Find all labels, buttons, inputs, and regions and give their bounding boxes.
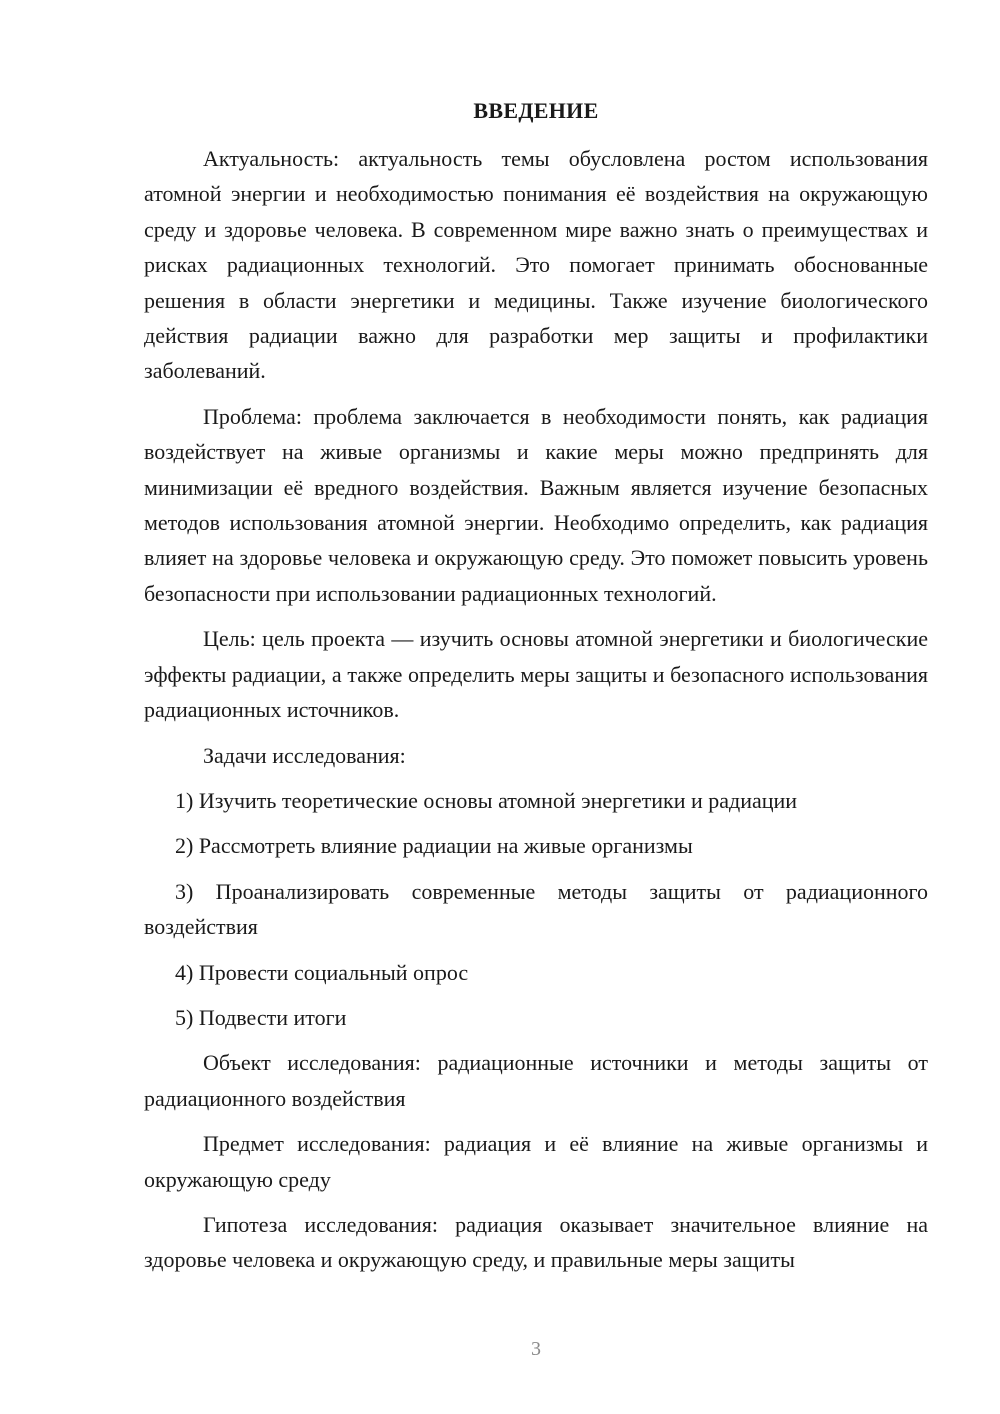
task-item: 5) Подвести итоги bbox=[175, 1004, 347, 1030]
document-body bbox=[144, 141, 928, 1288]
paragraph-goal: Цель: цель проекта — изучить основы атомной энергетики и биологические эффекты радиации, а также определить меры защиты и безопасного использования радиационных источников. bbox=[144, 626, 928, 723]
task-item: 1) Изучить теоретические основы атомной энергетики и радиации bbox=[175, 787, 798, 813]
paragraph-subject: Предмет исследования: радиация и её влияние на живые организмы и окружающую среду bbox=[144, 1131, 928, 1192]
paragraph-tasks-heading: Задачи исследования: bbox=[203, 742, 406, 768]
task-item: 2) Рассмотреть влияние радиации на живые организмы bbox=[175, 833, 693, 859]
task-item: 3) Проанализировать современные методы защиты от радиационного воздействия bbox=[144, 878, 928, 940]
paragraph-object: Объект исследования: радиационные источники и методы защиты от радиационного воздействия bbox=[144, 1050, 928, 1111]
page-title: ВВЕДЕНИЕ bbox=[473, 98, 599, 123]
task-item: 4) Провести социальный опрос bbox=[175, 959, 469, 985]
paragraph-hypothesis: Гипотеза исследования: радиация оказывает значительное влияние на здоровье человека и окружающую среду, и правильные меры защиты bbox=[144, 1211, 928, 1273]
paragraph-problem: Проблема: проблема заключается в необходимости понять, как радиация воздействует на живые организмы и какие меры можно предпринять для минимизации её вредного воздействия. Важным является изучение безопасных методов использования атомной энергии. Необходимо определить, как радиация влияет на здоровье человека и окружающую среду. Это поможет повысить уровень безопасности при использовании радиационных технологий. bbox=[144, 403, 928, 606]
paragraph-relevance: Актуальность: актуальность темы обусловлена ростом использования атомной энергии и необходимостью понимания её воздействия на окружающую среду и здоровье человека. В современном мире важно знать о преимуществах и рисках радиационных технологий. Это помогает принимать обоснованные решения в области энергетики и медицины. Также изучение биологического действия радиации важно для разработки мер защиты и профилактики заболеваний. bbox=[144, 146, 928, 384]
page-number: 3 bbox=[531, 1338, 541, 1360]
